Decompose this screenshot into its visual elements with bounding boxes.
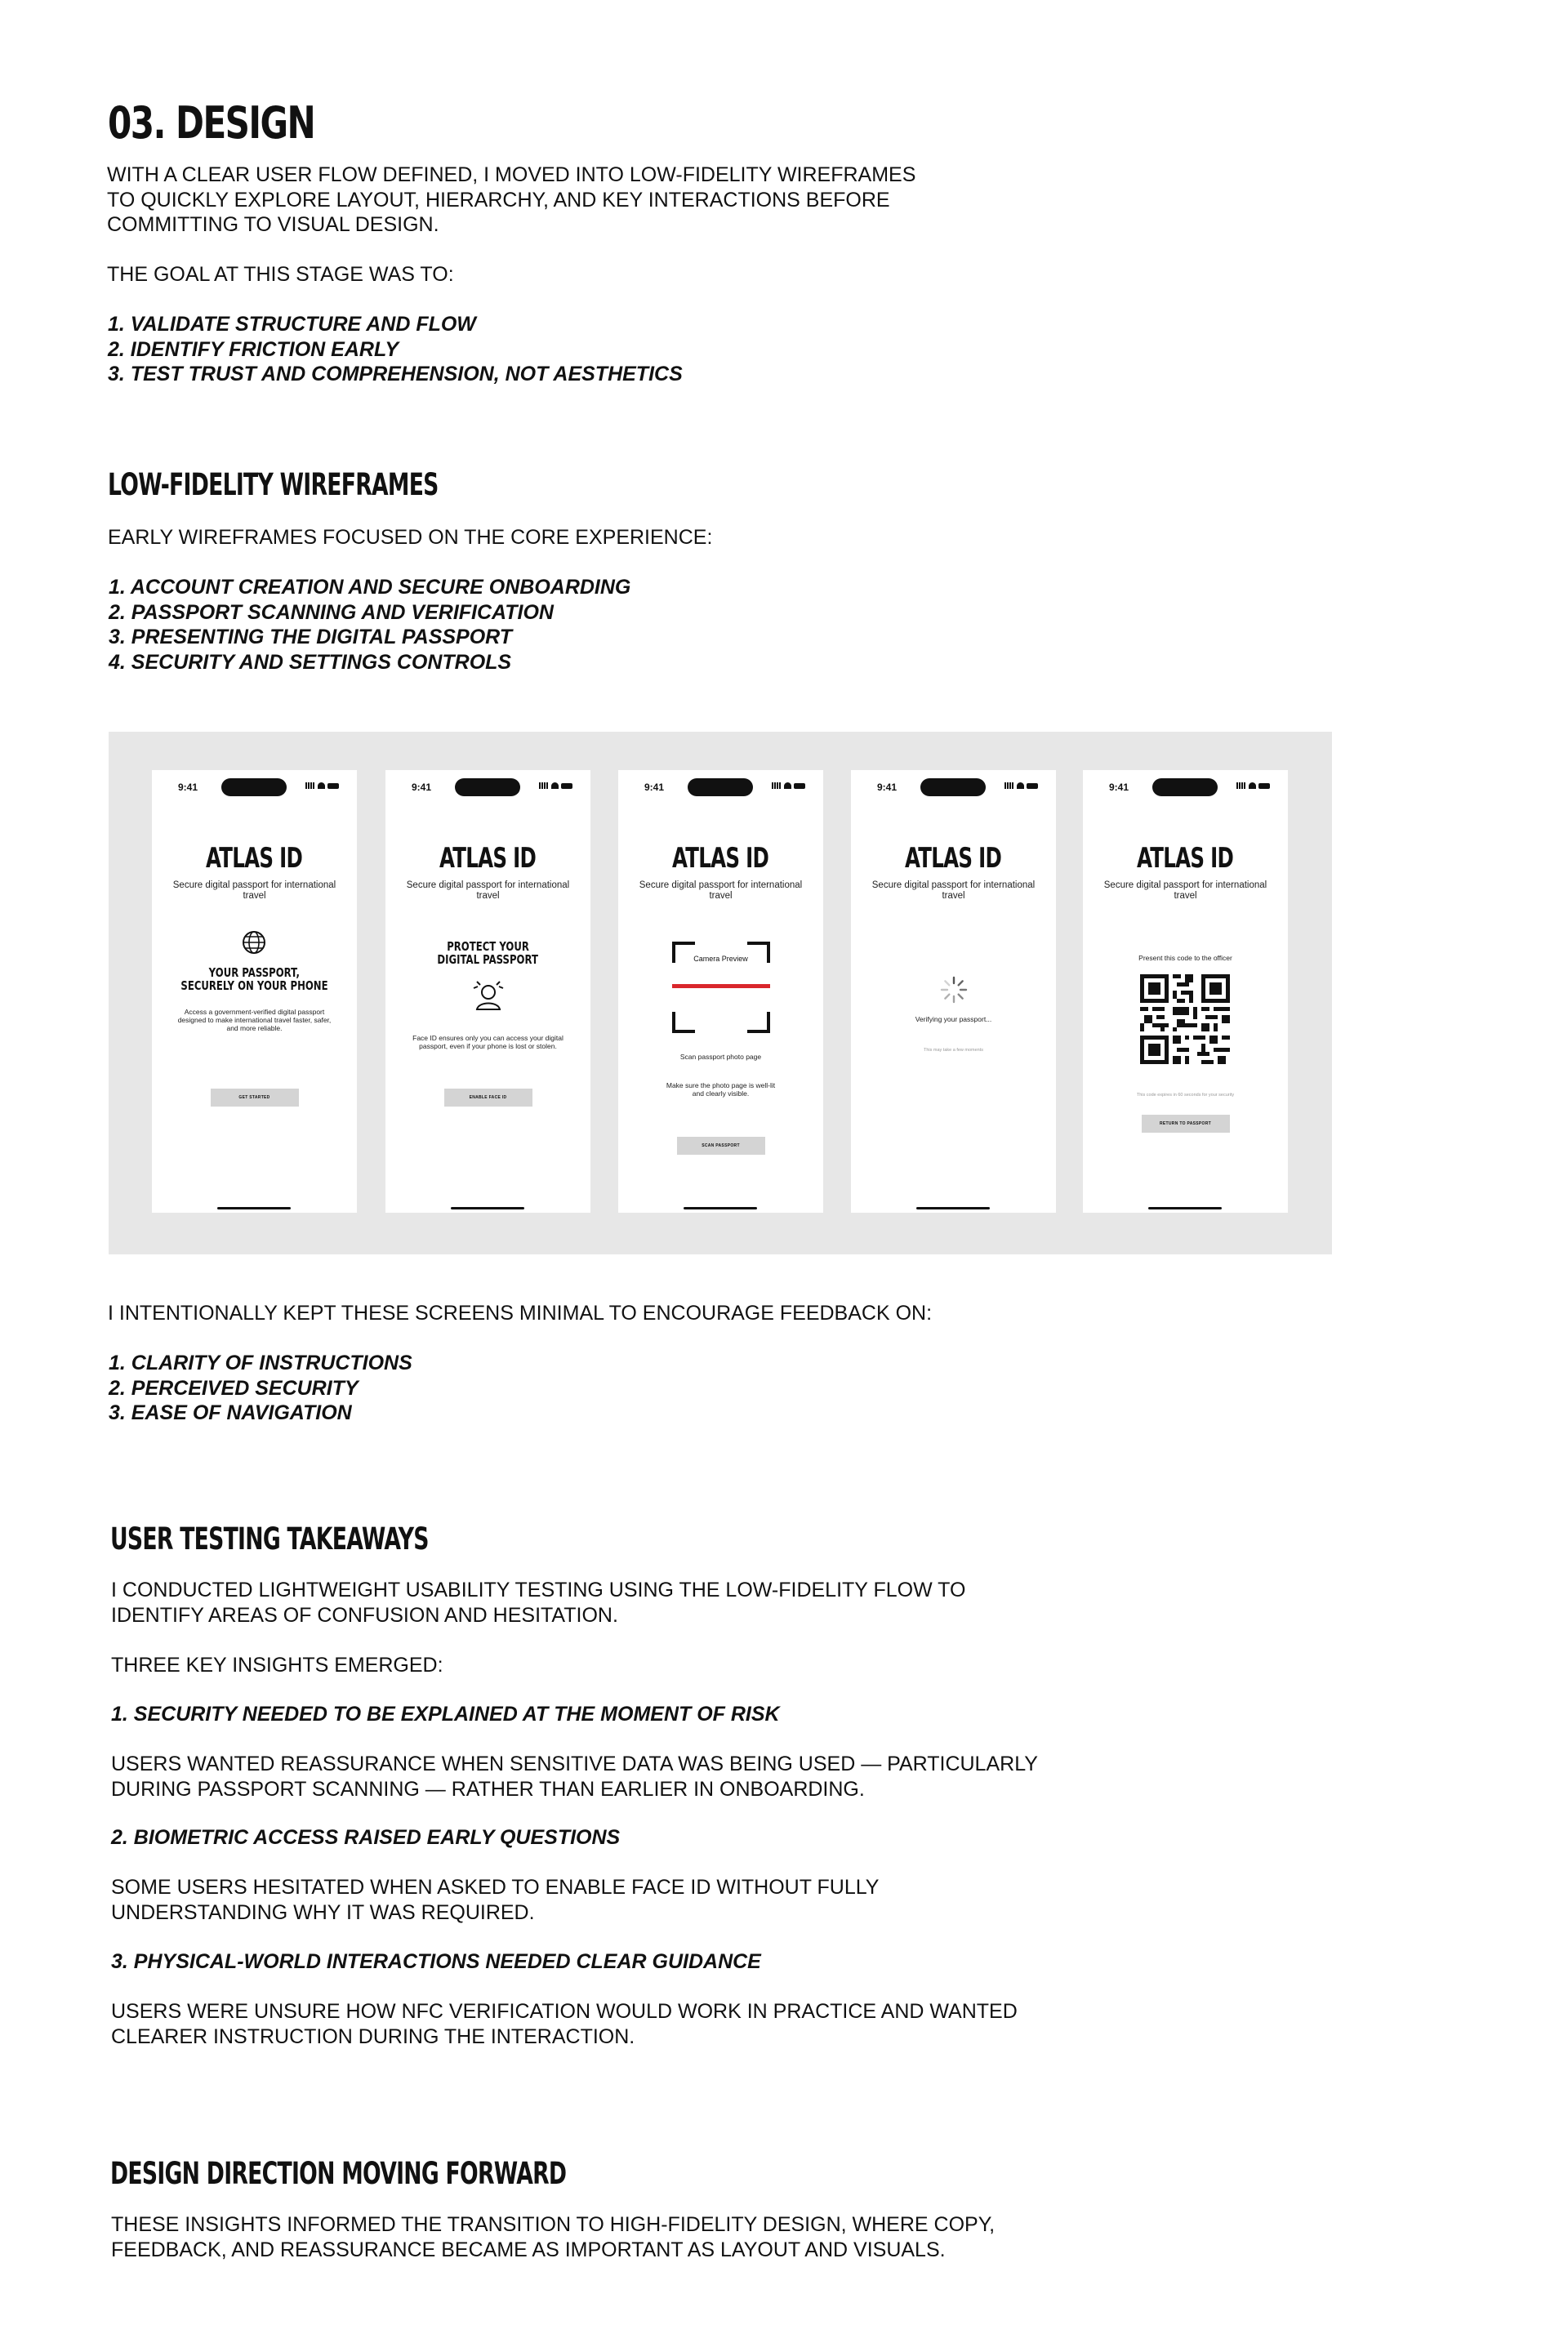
present-note: This code expires in 60 seconds for your security [1136,1093,1235,1098]
wireframe-panel [109,732,1332,1254]
status-icons [1004,782,1038,789]
wireframes-item: 1. ACCOUNT CREATION AND SECURE ONBOARDING [109,576,631,599]
tagline: Secure digital passport for international travel [1103,880,1267,901]
globe-icon [241,929,267,955]
dynamic-island [688,778,753,796]
status-icons [772,782,805,789]
wireframes-list [109,575,630,675]
status-icons [1236,782,1270,789]
design-intro-line: TO QUICKLY EXPLORE LAYOUT, HIERARCHY, AND KEY INTERACTIONS BEFORE [107,188,890,212]
brand-title: ATLAS ID [672,842,769,875]
signal-icon [1004,782,1014,789]
section-title-design: 03. DESIGN [108,97,315,149]
signal-icon [772,782,782,789]
status-icons [539,782,572,789]
goal-item: 3. TEST TRUST AND COMPREHENSION, NOT AESTHETICS [108,363,683,385]
insight-3-body [111,1999,1018,2049]
get-started-button[interactable]: GET STARTED [211,1089,299,1107]
face-id-headline: PROTECT YOUR DIGITAL PASSPORT [437,939,539,967]
tagline: Secure digital passport for international travel [639,880,803,901]
wireframes-intro: EARLY WIREFRAMES FOCUSED ON THE CORE EXPERIENCE: [108,526,713,549]
goal-item: 2. IDENTIFY FRICTION EARLY [108,337,399,361]
dynamic-island [920,778,986,796]
onboarding-headline: YOUR PASSPORT, SECURELY ON YOUR PHONE [180,965,328,993]
status-icons [305,782,339,789]
brand-title: ATLAS ID [206,842,303,875]
wireframes-item: 3. PRESENTING THE DIGITAL PASSPORT [109,626,513,648]
home-indicator [684,1207,757,1209]
signal-icon [539,782,549,789]
scan-passport-button[interactable]: SCAN PASSPORT [677,1137,765,1155]
insight-3-line: CLEARER INSTRUCTION DURING THE INTERACTION. [111,2024,635,2048]
brand-title: ATLAS ID [1137,842,1234,875]
section-title-wireframes: LOW-FIDELITY WIREFRAMES [108,467,439,502]
home-indicator [217,1207,291,1209]
direction-line: FEEDBACK, AND REASSURANCE BECAME AS IMPORTANT AS LAYOUT AND VISUALS. [111,2238,946,2261]
verifying-note: This may take a few moments [923,1048,984,1053]
wireframe-screen-present [1083,770,1288,1213]
feedback-item: 2. PERCEIVED SECURITY [109,1376,359,1400]
goal-item: 1. VALIDATE STRUCTURE AND FLOW [108,313,476,336]
insight-2-body [111,1875,879,1925]
wireframe-screen-face-id [385,770,590,1213]
direction-body [111,2212,995,2262]
testing-intro [111,1578,965,1628]
battery-icon [1027,783,1038,789]
scan-label: Scan passport photo page [679,1053,762,1061]
tagline: Secure digital passport for international travel [871,880,1036,901]
wireframe-screen-scan [618,770,823,1213]
wireframe-screen-verifying [851,770,1056,1213]
insight-2-line: UNDERSTANDING WHY IT WAS REQUIRED. [111,1900,535,1924]
face-id-body: Face ID ensures only you can access your digital passport, even if your phone is lost or stolen. [412,1034,564,1050]
goal-intro: THE GOAL AT THIS STAGE WAS TO: [107,263,454,286]
signal-icon [1236,782,1246,789]
status-time: 9:41 [1109,782,1129,793]
status-time: 9:41 [877,782,898,793]
insight-1-line: DURING PASSPORT SCANNING — RATHER THAN EARLIER IN ONBOARDING. [111,1777,865,1801]
qr-code-icon [1140,974,1230,1064]
home-indicator [1148,1207,1222,1209]
tagline: Secure digital passport for international travel [406,880,570,901]
status-time: 9:41 [412,782,432,793]
battery-icon [327,783,339,789]
dynamic-island [455,778,520,796]
insight-2-title: 2. BIOMETRIC ACCESS RAISED EARLY QUESTIONS [111,1826,621,1849]
dynamic-island [1152,778,1218,796]
status-time: 9:41 [178,782,198,793]
design-intro [107,163,915,238]
wifi-icon [1017,782,1024,789]
present-instruction: Present this code to the officer [1138,954,1232,962]
tagline: Secure digital passport for international travel [172,880,336,901]
home-indicator [916,1207,990,1209]
verifying-status: Verifying your passport... [915,1015,992,1023]
feedback-item: 1. CLARITY OF INSTRUCTIONS [109,1352,412,1374]
onboarding-body: Access a government-verified digital passport designed to make international travel faster, safer, and more reliable. [177,1008,332,1032]
goal-list [108,312,683,387]
design-intro-line: COMMITTING TO VISUAL DESIGN. [107,213,439,236]
wifi-icon [1249,782,1256,789]
battery-icon [1258,783,1270,789]
feedback-list [109,1351,412,1426]
feedback-item: 3. EASE OF NAVIGATION [109,1401,352,1424]
wifi-icon [551,782,559,789]
section-title-testing: USER TESTING TAKEAWAYS [110,1521,429,1557]
return-to-passport-button[interactable]: RETURN TO PASSPORT [1142,1115,1230,1133]
testing-intro-line: I CONDUCTED LIGHTWEIGHT USABILITY TESTING USING THE LOW-FIDELITY FLOW TO [111,1579,966,1601]
camera-preview-label: Camera Preview [693,955,748,963]
insight-1-line: USERS WANTED REASSURANCE WHEN SENSITIVE DATA WAS BEING USED — PARTICULARLY [111,1753,1038,1775]
enable-face-id-button[interactable]: ENABLE FACE ID [444,1089,532,1107]
wireframe-screen-onboarding [152,770,357,1213]
insight-3-line: USERS WERE UNSURE HOW NFC VERIFICATION WOULD WORK IN PRACTICE AND WANTED [111,2000,1018,2023]
insight-1-body [111,1752,1038,1802]
insight-1-title: 1. SECURITY NEEDED TO BE EXPLAINED AT THE MOMENT OF RISK [111,1703,780,1726]
dynamic-island [221,778,287,796]
wireframes-item: 4. SECURITY AND SETTINGS CONTROLS [109,650,512,674]
insights-intro: THREE KEY INSIGHTS EMERGED: [111,1654,443,1677]
signal-icon [305,782,315,789]
scan-body: Make sure the photo page is well-lit and clearly visible. [666,1081,776,1098]
section-title-direction: DESIGN DIRECTION MOVING FORWARD [110,2156,567,2191]
face-id-icon [470,978,506,1014]
status-time: 9:41 [644,782,665,793]
wireframes-item: 2. PASSPORT SCANNING AND VERIFICATION [109,600,554,624]
wifi-icon [784,782,791,789]
testing-intro-line: IDENTIFY AREAS OF CONFUSION AND HESITATION. [111,1603,618,1627]
battery-icon [561,783,572,789]
battery-icon [794,783,805,789]
brand-title: ATLAS ID [905,842,1002,875]
feedback-intro: I INTENTIONALLY KEPT THESE SCREENS MINIMAL TO ENCOURAGE FEEDBACK ON: [108,1302,933,1325]
insight-2-line: SOME USERS HESITATED WHEN ASKED TO ENABLE FACE ID WITHOUT FULLY [111,1876,880,1899]
direction-line: THESE INSIGHTS INFORMED THE TRANSITION TO HIGH-FIDELITY DESIGN, WHERE COPY, [111,2213,996,2236]
loading-spinner-icon [939,975,969,1004]
design-intro-line: WITH A CLEAR USER FLOW DEFINED, I MOVED INTO LOW-FIDELITY WIREFRAMES [107,163,916,186]
brand-title: ATLAS ID [439,842,537,875]
wifi-icon [318,782,325,789]
insight-3-title: 3. PHYSICAL-WORLD INTERACTIONS NEEDED CLEAR GUIDANCE [111,1950,761,1973]
home-indicator [451,1207,524,1209]
